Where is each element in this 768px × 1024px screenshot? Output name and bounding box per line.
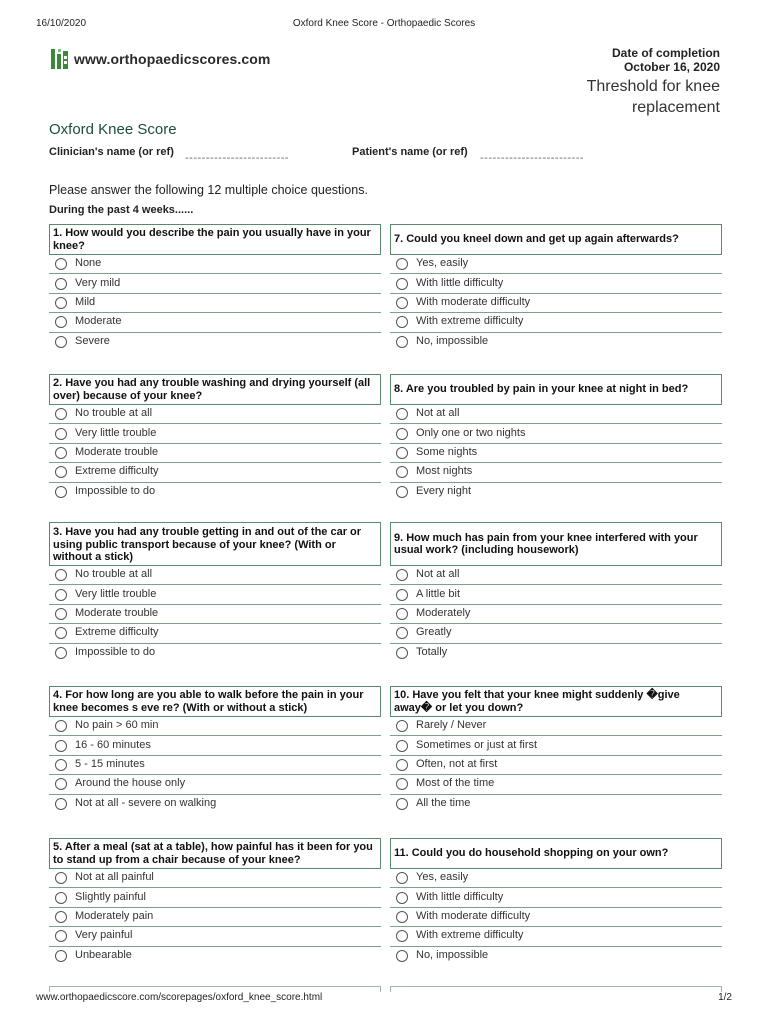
question-label: 5. After a meal (sat at a table), how painful has it been for you to stand up from a chair because of your knee? [53,841,373,866]
radio-button[interactable] [396,278,408,290]
question-label: 4. For how long are you able to walk before the pain in your knee becomes s eve re? (With or without a stick) [53,689,364,714]
question-label: 2. Have you had any trouble washing and drying yourself (all over) because of your knee? [53,377,371,402]
radio-button[interactable] [396,486,408,498]
radio-button[interactable] [396,589,408,601]
answer-label: Impossible to do [75,646,156,659]
radio-button[interactable] [55,428,67,440]
answer-option[interactable] [49,483,381,502]
answer-option[interactable] [49,255,381,274]
answer-label: Only one or two nights [416,426,526,439]
answer-label: Extreme difficulty [75,465,159,478]
radio-button[interactable] [55,316,67,328]
radio-button[interactable] [55,258,67,270]
answer-label: No trouble at all [75,568,153,581]
answer-label: 16 - 60 minutes [75,738,151,751]
answer-option[interactable] [390,313,722,332]
radio-button[interactable] [55,336,67,348]
answer-option[interactable] [390,644,722,663]
question-text [390,522,722,566]
answer-label: Slightly painful [75,890,146,903]
question-block [49,374,381,502]
radio-button[interactable] [55,297,67,309]
radio-button[interactable] [396,627,408,639]
radio-button[interactable] [55,589,67,601]
answer-option[interactable] [390,566,722,585]
answer-option[interactable] [390,795,722,814]
radio-button[interactable] [55,278,67,290]
answer-option[interactable] [49,333,381,352]
question-label: 10. Have you felt that your knee might suddenly �give away� or let you down? [394,689,680,714]
radio-button[interactable] [55,466,67,478]
question-label: 7. Could you kneel down and get up again afterwards? [394,233,679,246]
radio-button[interactable] [396,720,408,732]
answer-label: Often, not at first [416,757,498,770]
radio-button[interactable] [55,608,67,620]
answer-option[interactable] [390,274,722,293]
radio-button[interactable] [55,950,67,962]
question-label: 8. Are you troubled by pain in your knee at night in bed? [394,383,689,396]
radio-button[interactable] [55,647,67,659]
radio-button[interactable] [55,720,67,732]
radio-button[interactable] [396,447,408,459]
answer-option[interactable] [49,908,381,927]
question-block [390,838,722,966]
question-block [49,838,381,966]
answer-option[interactable] [49,405,381,424]
answer-label: Moderately [416,606,471,619]
answer-label: With moderate difficulty [416,909,531,922]
answer-label: Not at all painful [75,871,154,884]
answer-option[interactable] [49,294,381,313]
answer-option[interactable] [49,424,381,443]
answer-label: Moderate trouble [75,606,159,619]
answer-option[interactable] [49,927,381,946]
radio-button[interactable] [396,930,408,942]
question-text [49,838,381,869]
answer-option[interactable] [49,444,381,463]
threshold-line1: Threshold for knee [586,78,720,95]
question-text [49,522,381,566]
answer-label: Some nights [416,445,478,458]
answer-option[interactable] [390,294,722,313]
radio-button[interactable] [55,872,67,884]
answer-label: Very painful [75,929,133,942]
answer-option[interactable] [390,869,722,888]
radio-button[interactable] [55,740,67,752]
answer-label: 5 - 15 minutes [75,757,145,770]
question-label: 11. Could you do household shopping on your own? [394,847,669,860]
patient-field[interactable]: ------------------------- [480,152,585,164]
radio-button[interactable] [396,911,408,923]
radio-button[interactable] [55,569,67,581]
answer-option[interactable] [390,333,722,352]
radio-button[interactable] [55,486,67,498]
answer-label: Very little trouble [75,587,157,600]
radio-button[interactable] [396,892,408,904]
radio-button[interactable] [396,647,408,659]
answer-label: Very mild [75,276,121,289]
answer-option[interactable] [49,947,381,966]
answer-option[interactable] [390,736,722,755]
answer-label: Impossible to do [75,485,156,498]
radio-button[interactable] [396,740,408,752]
answer-label: Mild [75,295,96,308]
answer-label: Rarely / Never [416,719,487,732]
answer-option[interactable] [390,888,722,907]
answer-option[interactable] [49,605,381,624]
answer-label: With little difficulty [416,890,504,903]
answer-label: Not at all [416,568,460,581]
radio-button[interactable] [55,930,67,942]
question-text [49,374,381,405]
completion-date: October 16, 2020 [623,60,720,74]
answer-option[interactable] [390,463,722,482]
footer-url: www.orthopaedicscore.com/scorepages/oxford_knee_score.html [36,992,323,1003]
answer-option[interactable] [390,624,722,643]
question-block [49,224,381,352]
answer-label: All the time [416,797,471,810]
answer-option[interactable] [390,908,722,927]
names-row [49,146,729,166]
radio-button[interactable] [55,892,67,904]
radio-button[interactable] [55,759,67,771]
answer-option[interactable] [49,566,381,585]
answer-option[interactable] [49,775,381,794]
answer-label: Moderate [75,315,122,328]
question-block [390,224,722,352]
instructions: Please answer the following 12 multiple choice questions. [49,183,368,197]
question-block [49,522,381,663]
radio-button[interactable] [396,466,408,478]
radio-button[interactable] [396,258,408,270]
answer-option[interactable] [49,736,381,755]
threshold-link[interactable] [587,76,720,118]
patient-label: Patient's name (or ref) [352,146,468,158]
answer-option[interactable] [49,888,381,907]
answer-option[interactable] [390,756,722,775]
print-footer [36,992,732,1006]
question-text [390,374,722,405]
radio-button[interactable] [55,778,67,790]
question-text [390,838,722,869]
footer-page: 1/2 [718,992,732,1003]
question-block [390,374,722,502]
answer-label: Extreme difficulty [75,626,159,639]
question-text [390,224,722,255]
print-header [36,18,732,32]
answer-option[interactable] [390,255,722,274]
clinician-field[interactable]: ------------------------- [185,152,290,164]
radio-button[interactable] [396,316,408,328]
ois-logo-icon [50,48,70,70]
answer-label: Yes, easily [416,257,469,270]
answer-label: Most nights [416,465,473,478]
answer-label: With extreme difficulty [416,315,524,328]
radio-button[interactable] [396,778,408,790]
question-block [390,686,722,814]
radio-button[interactable] [55,447,67,459]
answer-option[interactable] [49,274,381,293]
answer-label: None [75,257,102,270]
answer-option[interactable] [390,927,722,946]
answer-label: With little difficulty [416,276,504,289]
answer-label: Moderately pain [75,909,154,922]
radio-button[interactable] [396,297,408,309]
question-label: 3. Have you had any trouble getting in and out of the car or using public transport because of your knee? (With or without a stick) [53,526,362,563]
answer-option[interactable] [390,424,722,443]
radio-button[interactable] [396,569,408,581]
answer-label: No, impossible [416,949,489,962]
answer-label: A little bit [416,587,461,600]
answer-label: Very little trouble [75,426,157,439]
radio-button[interactable] [55,798,67,810]
radio-button[interactable] [55,408,67,420]
answer-label: With moderate difficulty [416,295,531,308]
question-text [49,686,381,717]
site-name: www.orthopaedicscores.com [74,51,271,67]
answer-option[interactable] [390,605,722,624]
answer-label: Moderate trouble [75,445,159,458]
answer-label: Unbearable [75,949,132,962]
question-block [390,522,722,663]
answer-label: Severe [75,335,110,348]
radio-button[interactable] [396,872,408,884]
radio-button[interactable] [396,428,408,440]
radio-button[interactable] [396,336,408,348]
answer-label: Totally [416,646,448,659]
answer-label: Around the house only [75,777,186,790]
answer-option[interactable] [390,717,722,736]
answer-option[interactable] [390,775,722,794]
answer-option[interactable] [390,405,722,424]
period-label: During the past 4 weeks...... [49,204,194,216]
form-title: Oxford Knee Score [49,121,177,138]
radio-button[interactable] [396,950,408,962]
answer-label: Yes, easily [416,871,469,884]
answer-option[interactable] [49,869,381,888]
site-logo[interactable] [50,48,270,70]
answer-option[interactable] [49,624,381,643]
answer-label: Greatly [416,626,452,639]
radio-button[interactable] [396,798,408,810]
answer-option[interactable] [390,483,722,502]
answer-option[interactable] [49,795,381,814]
answer-label: Not at all - severe on walking [75,797,217,810]
question-text [49,224,381,255]
answer-label: Every night [416,485,472,498]
radio-button[interactable] [55,627,67,639]
question-block [49,686,381,814]
answer-option[interactable] [49,463,381,482]
answer-option[interactable] [49,717,381,736]
answer-label: With extreme difficulty [416,929,524,942]
radio-button[interactable] [396,408,408,420]
answer-option[interactable] [49,756,381,775]
completion-label: Date of completion [611,46,720,60]
print-date: 16/10/2020 [36,18,87,29]
answer-option[interactable] [49,585,381,604]
clinician-label: Clinician's name (or ref) [49,146,174,158]
answer-option[interactable] [390,444,722,463]
answer-label: No pain > 60 min [75,719,159,732]
question-text [390,686,722,717]
answer-label: Sometimes or just at first [416,738,538,751]
answer-option[interactable] [49,313,381,332]
question-label: 9. How much has pain from your knee interfered with your usual work? (including housework) [394,531,698,556]
completion-date-block [612,46,720,74]
print-title: Oxford Knee Score - Orthopaedic Scores [292,18,476,29]
question-label: 1. How would you describe the pain you usually have in your knee? [53,227,371,252]
radio-button[interactable] [396,608,408,620]
answer-label: No trouble at all [75,407,153,420]
threshold-line2: replacement [631,99,720,116]
radio-button[interactable] [55,911,67,923]
answer-label: No, impossible [416,335,489,348]
answer-option[interactable] [390,585,722,604]
answer-option[interactable] [49,644,381,663]
radio-button[interactable] [396,759,408,771]
answer-label: Not at all [416,407,460,420]
answer-label: Most of the time [416,777,495,790]
answer-option[interactable] [390,947,722,966]
